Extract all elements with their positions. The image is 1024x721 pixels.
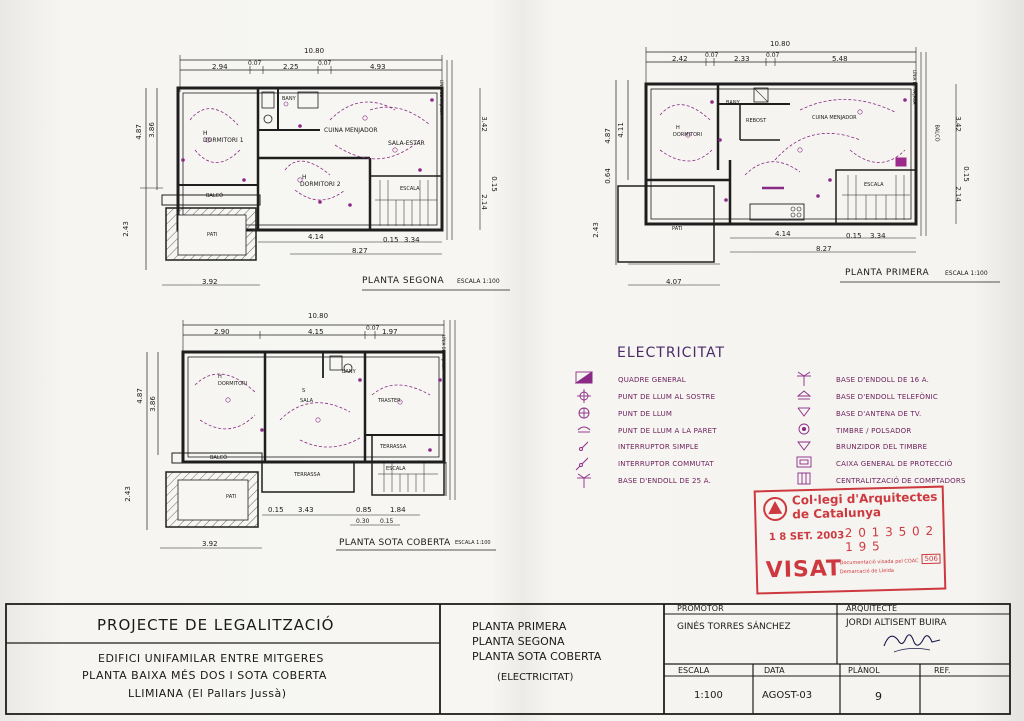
dim: 2.90: [214, 328, 230, 336]
legend-title: ELECTRICITAT: [617, 345, 726, 361]
dim: 8.27: [816, 245, 832, 253]
room-label: S: [302, 388, 306, 394]
plan-title: PLANTA PRIMERA: [845, 268, 930, 278]
room-label: DORMITORI: [218, 381, 247, 387]
dim: 0.15: [383, 236, 399, 244]
room-label: BALCÓ: [210, 455, 228, 461]
dim: 4.07: [666, 278, 682, 286]
legend-item: BRUNZIDOR DEL TIMBRE: [836, 443, 928, 451]
dim: 0.07: [366, 325, 380, 332]
room-label: BANY: [726, 100, 740, 106]
dim: 2.43: [123, 486, 132, 502]
legend-item: CAIXA GENERAL DE PROTECCIÓ: [836, 460, 953, 468]
plan-title: PLANTA SOTA COBERTA: [339, 538, 451, 548]
dim: 4.93: [370, 63, 386, 71]
dim-total: 10.80: [304, 47, 325, 55]
dim: 0.07: [248, 60, 262, 67]
ref-label: REF.: [934, 666, 951, 675]
dim: 0.30: [356, 518, 370, 525]
room-label: BALCÓ: [933, 124, 940, 142]
scale-label: ESCALA: [678, 666, 710, 675]
dim: 1.97: [382, 328, 398, 336]
room-label: CUINA MENJADOR: [324, 127, 378, 134]
dim: 4.15: [308, 328, 324, 336]
sheet-subject: (ELECTRICITAT): [497, 672, 574, 683]
dim: 3.43: [298, 506, 314, 514]
dim: 0.07: [318, 60, 332, 67]
dim: 0.07: [766, 52, 780, 59]
dim: 0.15: [380, 518, 394, 525]
legend-item: PUNT DE LLUM: [618, 410, 673, 418]
dim: 3.34: [870, 232, 886, 240]
dim: 4.14: [775, 230, 791, 238]
stamp-line1: Col·legi d'Arquitectes: [791, 489, 938, 508]
room-label: SALA: [300, 398, 314, 404]
room-label: ESCALA: [386, 466, 406, 472]
date-value: AGOST-03: [762, 690, 813, 701]
project-location: LLIMIANA (El Pallars Jussà): [128, 687, 287, 700]
plan-primera: [616, 47, 1000, 285]
legend-item: INTERRUPTOR COMMUTAT: [618, 460, 714, 468]
architect-signature: [880, 626, 950, 656]
dim: 2.42: [672, 55, 688, 63]
sheet-number: 9: [875, 690, 882, 703]
dim: 4.87: [135, 388, 144, 404]
stamp-line2: de Catalunya: [792, 505, 882, 522]
room-label: ESCALA: [864, 182, 884, 188]
dim: 3.86: [147, 122, 156, 138]
room-label: DORMITORI: [673, 132, 702, 138]
room-label: CUINA MENJADOR: [812, 115, 857, 121]
dim: 2.94: [212, 63, 228, 71]
dim: 3.86: [148, 396, 157, 412]
legend-item: BASE D'ENDOLL DE 25 A.: [618, 477, 712, 485]
dim: 2.43: [121, 221, 130, 237]
architect-label: ARQUITECTE: [846, 604, 898, 613]
dim-total: 10.80: [308, 312, 329, 320]
room-label: BANY: [282, 96, 296, 102]
dim: 2.14: [953, 186, 962, 202]
sheet-content: PLANTA PRIMERA: [472, 620, 567, 633]
stamp-number: 2 0 1 3 5 0 2 1 9 5: [844, 523, 935, 555]
legend-item: BASE D'ENDOLL DE 16 A.: [836, 376, 930, 384]
sheet-content: PLANTA SOTA COBERTA: [472, 650, 602, 663]
dim: 3.92: [202, 540, 218, 548]
dim: 4.87: [134, 124, 143, 140]
stamp-visat: VISAT: [765, 556, 843, 584]
room-label: ESCALA: [400, 186, 420, 192]
plan-scale: ESCALA 1:100: [457, 278, 500, 285]
legend-item: PUNT DE LLUM AL SOSTRE: [618, 393, 716, 401]
coac-logo-icon: [762, 496, 789, 523]
dim: 3.42: [479, 116, 488, 132]
room-label: DORMITORI 2: [300, 181, 341, 188]
room-label: DORMITORI 1: [203, 137, 244, 144]
facade-label: LÍNIA DE FAÇANA: [441, 335, 446, 370]
room-label: SALA-ESTAR: [388, 140, 425, 147]
stamp-date: 1 8 SET. 2003: [768, 530, 845, 544]
stamp-code: 506: [921, 554, 941, 565]
room-label: REBOST: [746, 118, 767, 124]
project-desc: PLANTA BAIXA MÉS DOS I SOTA COBERTA: [82, 669, 327, 682]
facade-label: LÍNIA DE FAÇANA: [912, 70, 917, 105]
dim: 0.15: [268, 506, 284, 514]
dim: 8.27: [352, 247, 368, 255]
room-label: H: [676, 125, 680, 131]
room-label: TERRASSA: [294, 472, 321, 478]
dim: 3.42: [953, 116, 962, 132]
legend-item: QUADRE GENERAL: [618, 376, 686, 384]
room-label: PATI: [226, 494, 237, 500]
dim: 0.15: [846, 232, 862, 240]
plan-scale: ESCALA 1:100: [945, 270, 988, 277]
room-label: H: [302, 174, 307, 181]
room-label: TERRASSA: [380, 444, 407, 450]
facade-label: LÍNIA DE FAÇANA: [439, 80, 444, 115]
room-label: PATI: [207, 232, 218, 238]
stamp-fine: Documentació visada pel COAC: [839, 558, 919, 567]
dim: 0.15: [489, 176, 498, 192]
legend-item: BASE D'ENDOLL TELEFÒNIC: [836, 393, 938, 401]
room-label: PATI: [672, 226, 683, 232]
dim: 2.14: [479, 194, 488, 210]
legend-item: TIMBRE / POLSADOR: [836, 427, 912, 435]
project-title: PROJECTE DE LEGALITZACIÓ: [97, 616, 335, 634]
architect-name: JORDI ALTISENT BUIRA: [846, 618, 947, 628]
legend-item: INTERRUPTOR SIMPLE: [618, 443, 699, 451]
legend-item: PUNT DE LLUM A LA PARET: [618, 427, 717, 435]
legend-item: CENTRALITZACIÓ DE COMPTADORS: [836, 477, 966, 485]
dim: 5.48: [832, 55, 848, 63]
dim: 3.34: [404, 236, 420, 244]
dim: 0.07: [705, 52, 719, 59]
sheet-number-label: PLÀNOL: [848, 666, 880, 675]
dim: 0.64: [603, 168, 612, 184]
plan-segona: [140, 55, 510, 290]
plan-scale: ESCALA 1:100: [455, 540, 491, 546]
legend-item: BASE D'ANTENA DE TV.: [836, 410, 922, 418]
dim: 4.87: [603, 128, 612, 144]
dim: 4.11: [616, 122, 625, 138]
room-label: H: [203, 130, 208, 137]
dim: 0.15: [961, 166, 970, 182]
room-label: BALCÓ: [206, 193, 224, 199]
dim: 3.92: [202, 278, 218, 286]
room-label: TRASTER: [378, 398, 401, 404]
promotor-name: GINÉS TORRES SÁNCHEZ: [677, 622, 791, 632]
dim: 2.43: [591, 222, 600, 238]
scale-value: 1:100: [694, 690, 723, 701]
dim: 2.33: [734, 55, 750, 63]
sheet-content: PLANTA SEGONA: [472, 635, 565, 648]
dim: 0.85: [356, 506, 372, 514]
promotor-label: PROMOTOR: [677, 604, 724, 613]
stamp-fine: Demarcació de Lleida: [839, 567, 895, 576]
dim: 1.84: [390, 506, 406, 514]
date-label: DATA: [764, 666, 785, 675]
dim: 2.25: [283, 63, 299, 71]
room-label: H: [218, 374, 222, 380]
plan-title: PLANTA SEGONA: [362, 276, 445, 286]
dim-total: 10.80: [770, 40, 791, 48]
room-label: BANY: [342, 369, 356, 375]
project-desc: EDIFICI UNIFAMILAR ENTRE MITGERES: [98, 652, 324, 665]
visa-stamp: [754, 486, 947, 595]
dim: 4.14: [308, 233, 324, 241]
